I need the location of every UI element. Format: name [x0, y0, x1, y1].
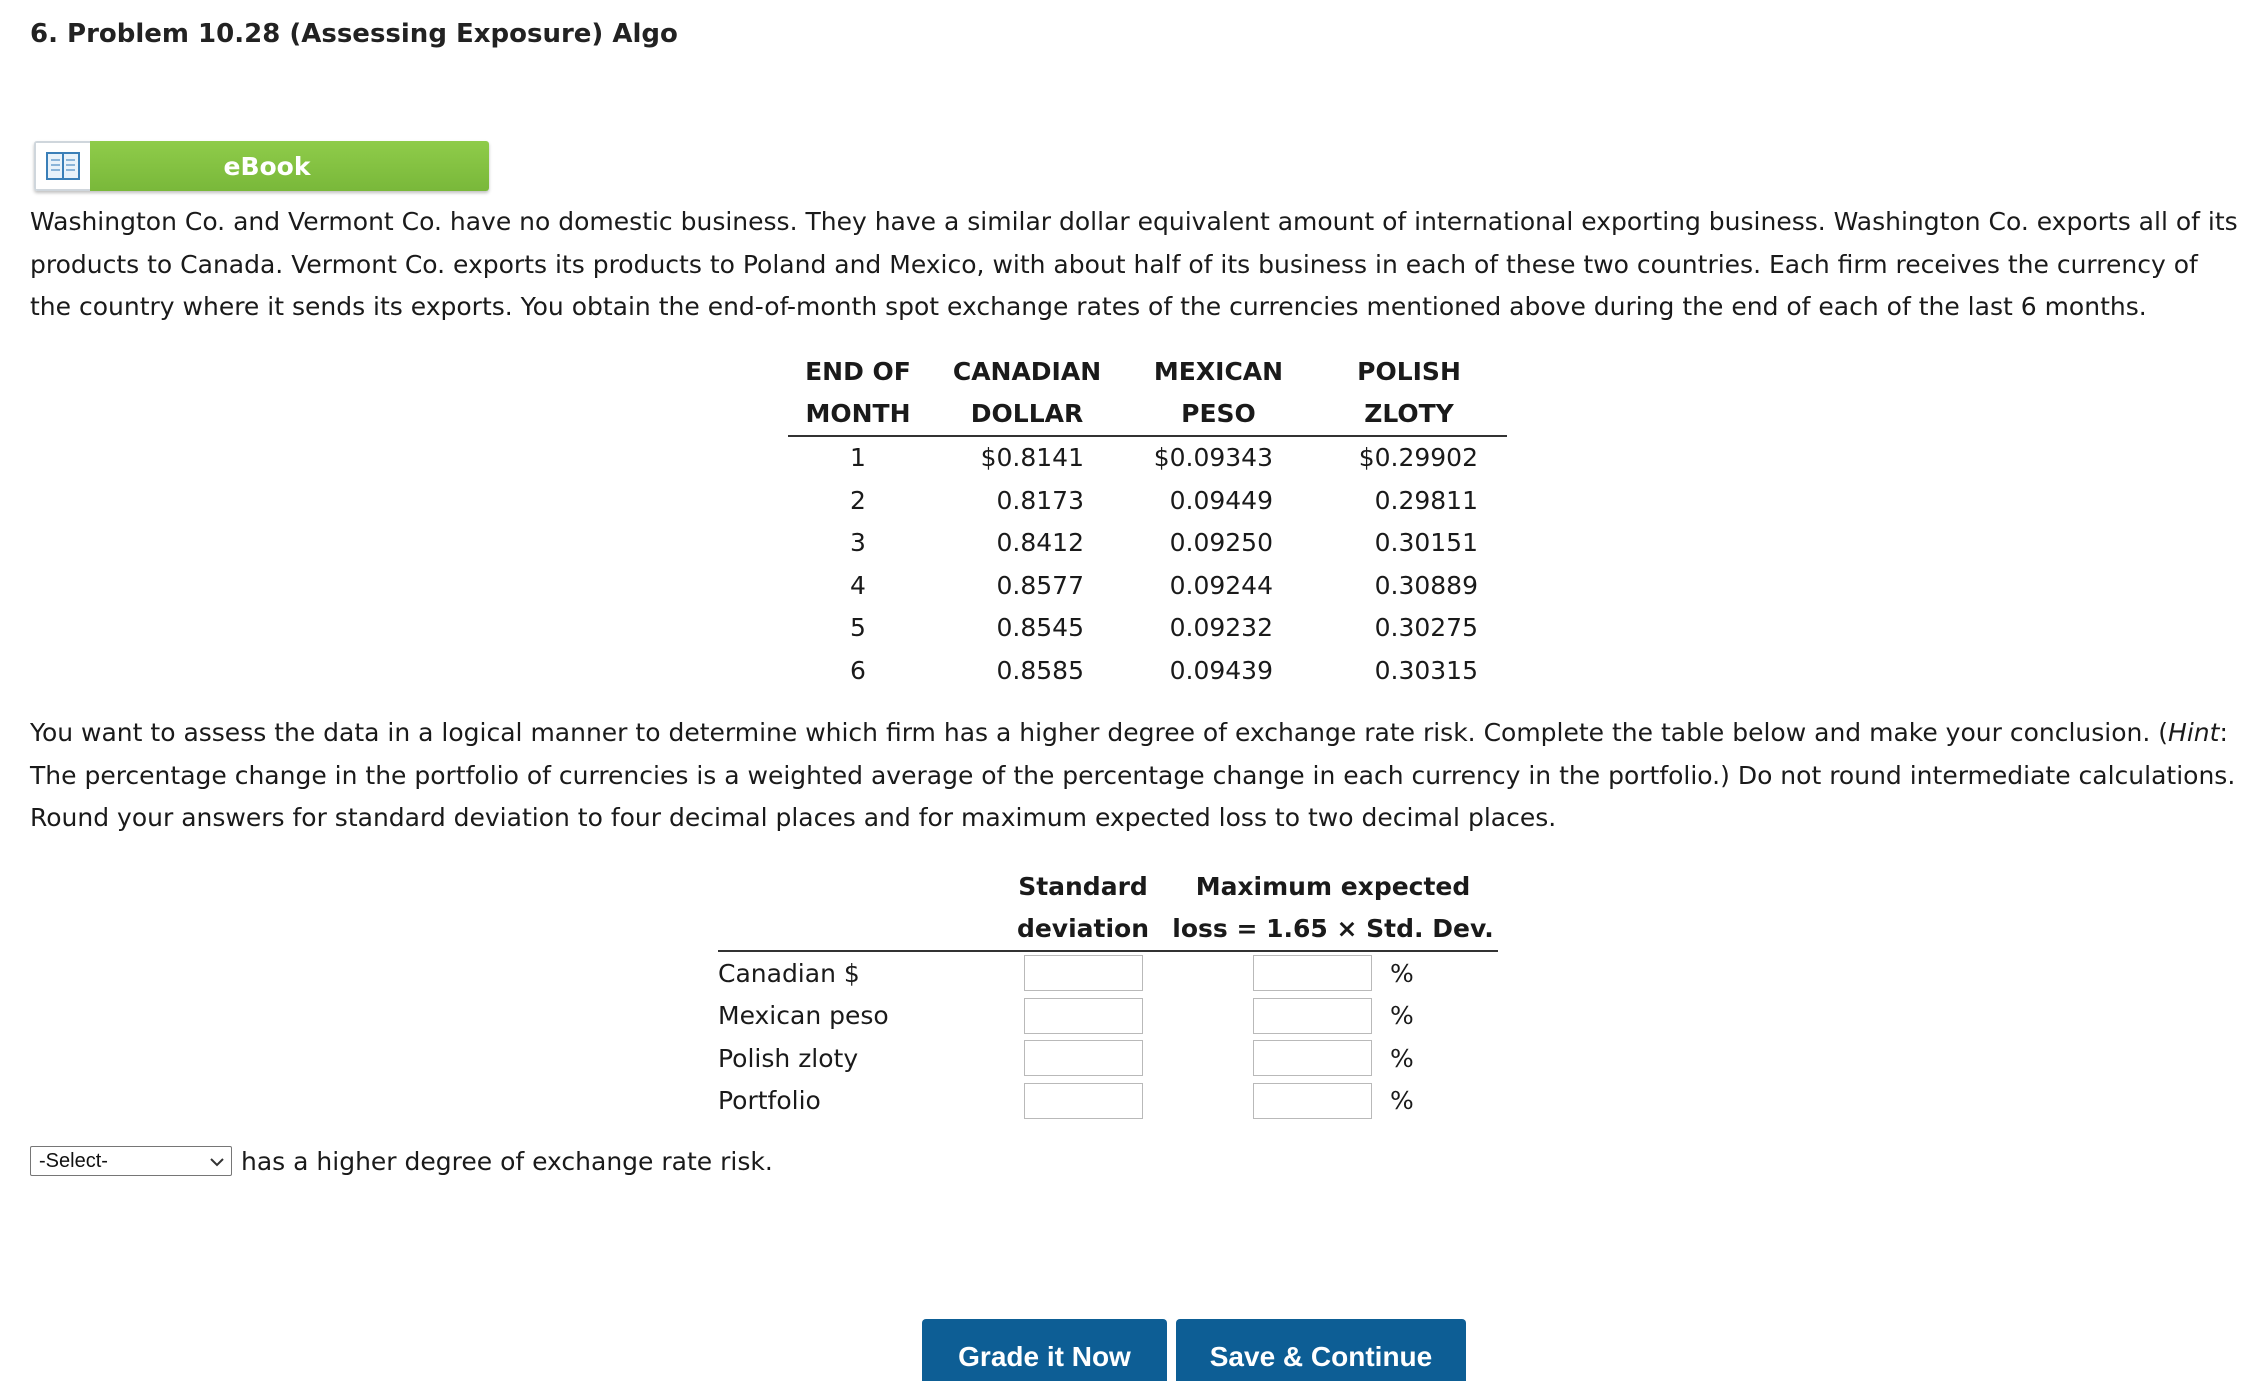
book-icon	[34, 141, 90, 191]
pln-rate-cell: $0.29902	[1358, 443, 1478, 472]
header-month-line1: END OF	[805, 357, 911, 386]
pln-rate-cell: 0.30275	[1374, 613, 1478, 642]
grade-it-now-button[interactable]: Grade it Now	[922, 1319, 1167, 1381]
instructions-part2: : The percentage change in the portfolio of currencies is a weighted average of the percentage change in each currency in the portfolio.) Do not round intermediate calculations. Round your answers for standard deviation to four decimal places and for maximum expected loss to two decimal places.	[30, 718, 2236, 832]
intro-paragraph: Washington Co. and Vermont Co. have no domestic business. They have a similar dollar equivalent amount of international exporting business. Washington Co. exports all of its products to Canada. Vermont Co. exports its products to Poland and Mexico, with about half of its business in each of these two countries. Each firm receives the currency of the country where it sends its exports. You obtain the end-of-month spot exchange rates of the currencies mentioned above during the end of each of the last 6 months.	[30, 207, 2238, 321]
question-title: 6. Problem 10.28 (Assessing Exposure) Algo	[30, 19, 678, 49]
mxn-rate-cell: 0.09439	[1169, 655, 1273, 685]
table-row	[788, 436, 1507, 480]
mxn-rate-cell: 0.09250	[1169, 528, 1273, 557]
mxn-rate-cell: 0.09232	[1169, 613, 1273, 642]
save-continue-button[interactable]: Save & Continue	[1176, 1319, 1466, 1381]
pln-rate-cell: 0.30151	[1374, 528, 1478, 557]
percent-sign: %	[1390, 1001, 1414, 1031]
table-row	[788, 650, 1507, 693]
month-cell: 1	[850, 443, 866, 472]
month-cell: 6	[850, 655, 866, 685]
pln-rate-cell: 0.30315	[1374, 655, 1478, 685]
header-cad-line1: CANADIAN	[952, 357, 1102, 386]
pln-rate-cell: 0.29811	[1374, 485, 1478, 515]
row-label: Canadian $	[718, 958, 860, 988]
max-loss-input-canadian[interactable]	[1253, 955, 1372, 991]
cad-rate-cell: 0.8412	[996, 528, 1084, 557]
percent-sign: %	[1390, 1043, 1414, 1073]
month-cell: 2	[850, 485, 866, 515]
answer-row-portfolio	[718, 1080, 1498, 1123]
cad-rate-cell: 0.8577	[996, 570, 1084, 600]
conclusion-text: has a higher degree of exchange rate risk.	[241, 1146, 773, 1176]
cad-rate-cell: $0.8141	[980, 443, 1084, 472]
table-row	[788, 607, 1507, 650]
chevron-down-icon	[209, 1150, 225, 1173]
header-mxn-line2: PESO	[1126, 393, 1311, 436]
answer-row-polish	[718, 1037, 1498, 1080]
header-mxn-line1: MEXICAN	[1153, 357, 1284, 386]
max-loss-input-mexican[interactable]	[1253, 998, 1372, 1034]
mxn-rate-cell: 0.09449	[1169, 485, 1273, 515]
ebook-button[interactable]	[34, 141, 489, 191]
month-cell: 5	[850, 613, 866, 642]
pln-rate-cell: 0.30889	[1374, 570, 1478, 600]
conclusion-row	[30, 1146, 773, 1176]
answer-row-canadian	[718, 951, 1498, 995]
exchange-rates-table	[788, 351, 1507, 692]
header-mel-line2: loss = 1.65 × Std. Dev.	[1168, 908, 1498, 951]
cad-rate-cell: 0.8585	[996, 655, 1084, 685]
header-cad-line2: DOLLAR	[928, 393, 1126, 436]
header-month-line2: MONTH	[788, 393, 928, 436]
row-label: Polish zloty	[718, 1043, 859, 1073]
month-cell: 3	[850, 528, 866, 557]
header-pln-line1: POLISH	[1357, 357, 1461, 386]
firm-select-value: -Select-	[39, 1149, 108, 1172]
table-row	[788, 522, 1507, 565]
answer-row-mexican	[718, 995, 1498, 1038]
instructions-paragraph	[30, 712, 2250, 840]
max-loss-input-portfolio[interactable]	[1253, 1083, 1372, 1119]
std-dev-input-polish[interactable]	[1024, 1040, 1143, 1076]
cad-rate-cell: 0.8173	[996, 485, 1084, 515]
header-std-line1: Standard	[1018, 872, 1148, 901]
std-dev-input-canadian[interactable]	[1024, 955, 1143, 991]
month-cell: 4	[850, 570, 866, 600]
std-dev-input-portfolio[interactable]	[1024, 1083, 1143, 1119]
header-pln-line2: ZLOTY	[1311, 393, 1507, 436]
instructions-part1: You want to assess the data in a logical manner to determine which firm has a higher degree of exchange rate risk. Complete the table below and make your conclusion. (	[30, 718, 2169, 747]
ebook-label[interactable]: eBook	[90, 141, 489, 191]
table-row	[788, 480, 1507, 523]
cad-rate-cell: 0.8545	[996, 613, 1084, 642]
percent-sign: %	[1390, 1086, 1414, 1116]
header-mel-line1: Maximum expected	[1195, 872, 1471, 901]
mxn-rate-cell: 0.09244	[1169, 570, 1273, 600]
max-loss-input-polish[interactable]	[1253, 1040, 1372, 1076]
firm-select[interactable]	[30, 1146, 232, 1176]
percent-sign: %	[1390, 958, 1414, 988]
table-row	[788, 565, 1507, 608]
mxn-rate-cell: $0.09343	[1153, 443, 1273, 472]
hint-label: Hint	[2168, 718, 2220, 747]
answer-table	[718, 866, 1498, 1122]
std-dev-input-mexican[interactable]	[1024, 998, 1143, 1034]
row-label: Mexican peso	[718, 1001, 889, 1031]
header-std-line2: deviation	[998, 908, 1168, 951]
row-label: Portfolio	[718, 1086, 821, 1116]
